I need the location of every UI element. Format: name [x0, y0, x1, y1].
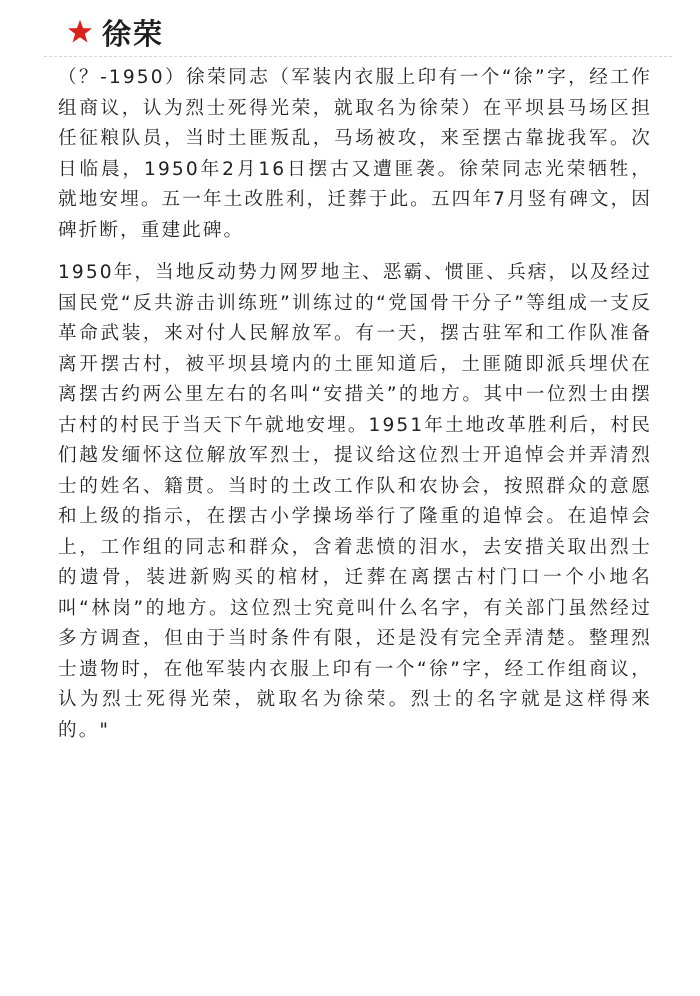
page-title: 徐荣	[102, 16, 165, 51]
article-header	[66, 10, 652, 54]
paragraph-intro: （？-1950）徐荣同志（军装内衣服上印有一个“徐”字，经工作组商议，认为烈士死得光荣，就取名为徐荣）在平坝县马场区担任征粮队员，当时土匪叛乱，马场被攻，来至摆古靠拢我军。次日临晨，1950年2月16日摆古又遭匪袭。徐荣同志光荣牺牲，就地安埋。五一年土改胜利，迁葬于此。五四年7月竖有碑文，因碑折断，重建此碑。	[58, 67, 652, 241]
paragraph-story: 1950年，当地反动势力网罗地主、恶霸、惯匪、兵痞，以及经过国民党“反共游击训练班”训练过的“党国骨干分子”等组成一支反革命武装，来对付人民解放军。有一天，摆古驻军和工作队准备离开摆古村，被平坝县境内的土匪知道后，土匪随即派兵埋伏在离摆古约两公里左右的名叫“安措关”的地方。其中一位烈士由摆古村的村民于当天下午就地安埋。1951年土地改革胜利后，村民们越发缅怀这位解放军烈士，提议给这位烈士开追悼会并弄清烈士的姓名、籍贯。当时的土改工作队和农协会，按照群众的意愿和上级的指示，在摆古小学操场举行了隆重的追悼会。在追悼会上，工作组的同志和群众，含着悲愤的泪水，去安措关取出烈士的遗骨，装进新购买的棺材，迁葬在离摆古村门口一个小地名叫“林岗”的地方。这位烈士究竟叫什么名字，有关部门虽然经过多方调查，但由于当时条件有限，还是没有完全弄清楚。整理烈士遗物时，在他军装内衣服上印有一个“徐”字，经工作组商议，认为烈士死得光荣，就取名为徐荣。烈士的名字就是这样得来的。"	[58, 262, 652, 741]
star-icon	[66, 18, 94, 46]
title-divider	[44, 56, 672, 57]
